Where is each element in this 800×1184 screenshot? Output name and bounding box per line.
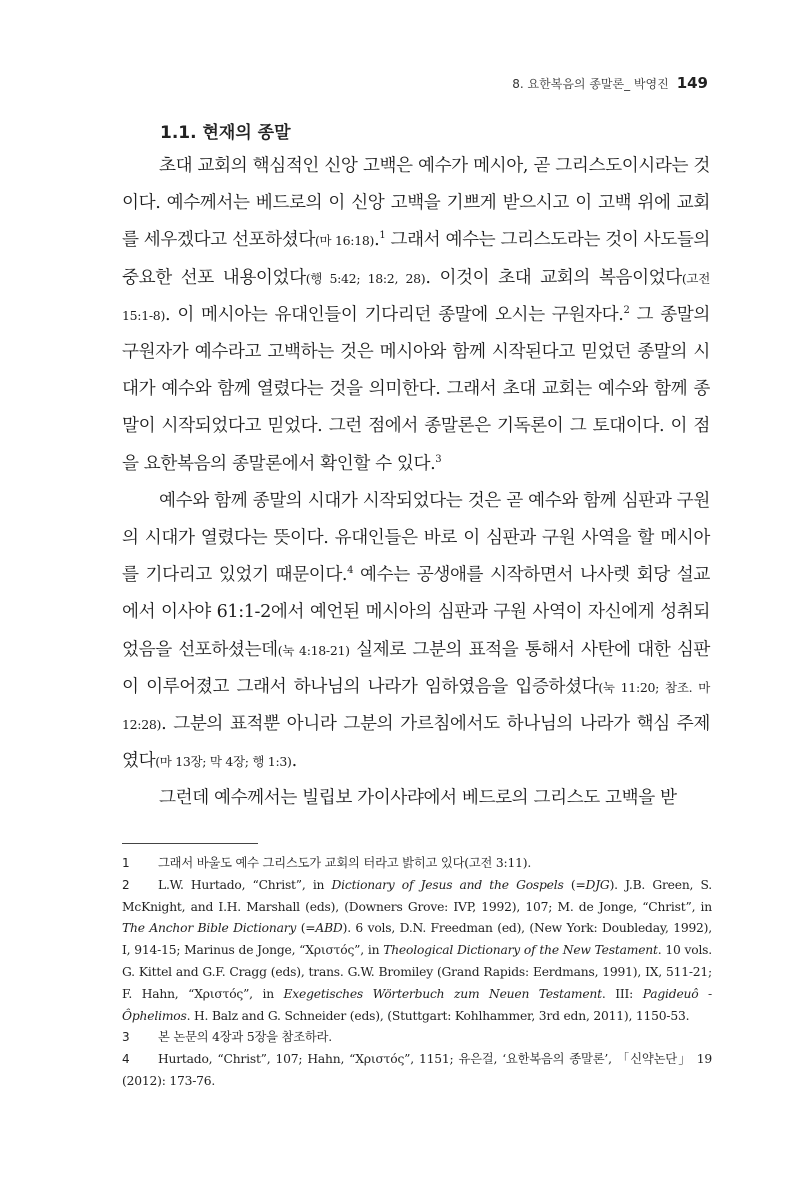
footnote <box>122 875 712 1028</box>
text-run: 초대 교회의 핵심적인 신앙 고백은 예수가 메시아, 곧 그리스도이시라는 것이다. 예수께서는 베드로의 이 신앙 고백을 기쁘게 받으시고 이 고백 위에 교회를 세우겠다고 선포하셨다 <box>122 156 710 251</box>
text-run: 본 논문의 4장과 5장을 참조하라. <box>158 1030 332 1045</box>
footnote-number: 2 <box>122 877 130 892</box>
page-number: 149 <box>676 74 708 92</box>
section-title: 1.1. 현재의 종말 <box>160 123 291 143</box>
italic-title: Theological Dictionary of the New Testament <box>383 943 658 958</box>
body-paragraph <box>122 148 710 483</box>
footnote-marker: 2 <box>623 304 630 316</box>
text-run: ). J.B. Green, S. McKnight, and I.H. Marshall (eds), (Downers Grove: IVP, 1992), 107; M. de Jonge, “Christ”, in <box>122 877 712 914</box>
footnote <box>122 1027 712 1049</box>
footnote-number: 1 <box>122 856 130 870</box>
text-run: . 이것이 초대 교회의 복음이었다 <box>425 267 682 288</box>
scripture-citation: (마 13장; 막 4장; 행 1:3) <box>155 754 292 770</box>
footnote-marker: 4 <box>347 565 354 577</box>
footnote-number: 3 <box>122 1030 130 1045</box>
italic-title: DJG <box>585 877 610 892</box>
running-header <box>512 74 708 92</box>
italic-title: Pagideuô - Ôphelimos <box>122 986 712 1023</box>
body-text <box>122 148 710 818</box>
scripture-citation: (마 16:18) <box>314 233 375 249</box>
footnote-marker: 3 <box>435 453 442 465</box>
text-run: . 그분의 표적뿐 아니라 그분의 가르침에서도 하나님의 나라가 핵심 주제였다 <box>122 714 710 772</box>
italic-title: The Anchor Bible Dictionary <box>122 921 297 936</box>
footnote <box>122 1049 712 1093</box>
text-run: 그래서 바울도 예수 그리스도가 교회의 터라고 밝히고 있다(고전 3:11). <box>158 856 532 870</box>
text-run: (= <box>563 877 586 892</box>
text-run: 그 종말의 구원자가 예수라고 고백하는 것은 메시아와 함께 시작된다고 믿었던 종말의 시대가 예수와 함께 열렸다는 것을 의미한다. 그래서 초대 교회는 예수와 함께 종말이 시작되었다고 믿었다. 그런 점에서 종말론은 기독론이 그 토대이다. 이 점을 요한복음의 종말론에서 확인할 수 있다. <box>122 304 710 474</box>
text-run: . 이 메시아는 유대인들이 기다리던 종말에 오시는 구원자다. <box>165 304 624 325</box>
text-run: . <box>291 751 297 772</box>
italic-title: Dictionary of Jesus and the Gospels <box>331 877 564 892</box>
scripture-citation: (눅 11:20; 참조. 마 12:28) <box>122 679 710 733</box>
footnote-number: 4 <box>122 1052 130 1067</box>
footnote-separator <box>122 843 258 844</box>
text-run: . H. Balz and G. Schneider (eds), (Stuttgart: Kohlhammer, 3rd edn, 2011), 1150-53. <box>186 1008 690 1023</box>
scripture-citation: (행 5:42; 18:2, 28) <box>305 270 426 286</box>
footnote-marker: 1 <box>379 230 386 242</box>
running-title: 8. 요한복음의 종말론_ 박영진 <box>512 77 669 91</box>
text-run: (= <box>296 921 316 936</box>
scripture-citation: (눅 4:18-21) <box>277 642 350 658</box>
text-run: 그래서 예수는 그리스도라는 것이 사도들의 중요한 선포 내용이었다 <box>122 230 711 288</box>
text-run: 예수는 공생애를 시작하면서 나사렛 회당 설교에서 이사야 61:1-2에서 예언된 메시아의 심판과 구원 사역이 자신에게 성취되었음을 선포하셨는데 <box>122 565 710 660</box>
text-run: Hurtado, “Christ”, 107; Hahn, “Χριστός”, 1151; 유은걸, ‘요한복음의 종말론’, 「신약논단」 19 (2012): 173-76. <box>122 1052 712 1088</box>
body-paragraph <box>122 483 710 781</box>
italic-title: Exegetisches Wörterbuch zum Neuen Testament <box>283 986 602 1001</box>
text-run: ). 6 vols, D.N. Freedman (ed), (New York: Doubleday, 1992), I, 914-15; Marinus de Jonge, “Χριστός”, in <box>122 921 712 958</box>
text-run: . III: <box>601 986 643 1001</box>
footnotes <box>122 853 712 1093</box>
body-paragraph <box>122 780 710 817</box>
footnote <box>122 853 712 875</box>
text-run: 그런데 예수께서는 빌립보 가이사랴에서 베드로의 그리스도 고백을 받 <box>159 788 677 809</box>
text-run: 예수와 함께 종말의 시대가 시작되었다는 것은 곧 예수와 함께 심판과 구원의 시대가 열렸다는 뜻이다. 유대인들은 바로 이 심판과 구원 사역을 할 메시아를 기다리고 있었기 때문이다. <box>122 490 710 586</box>
text-run: . 10 vols. G. Kittel and G.F. Cragg (eds), trans. G.W. Bromiley (Grand Rapids: Eerdmans, 1991), IX, 511-21; F. Hahn, “Χριστός”, in <box>122 943 712 1001</box>
italic-title: ABD <box>315 921 343 936</box>
scripture-citation: (고전 15:1-8) <box>122 270 710 323</box>
text-run: . <box>374 230 380 251</box>
text-run: L.W. Hurtado, “Christ”, in <box>158 877 332 892</box>
text-run: 실제로 그분의 표적을 통해서 사탄에 대한 심판이 이루어졌고 그래서 하나님의 나라가 임하였음을 입증하셨다 <box>122 639 711 697</box>
